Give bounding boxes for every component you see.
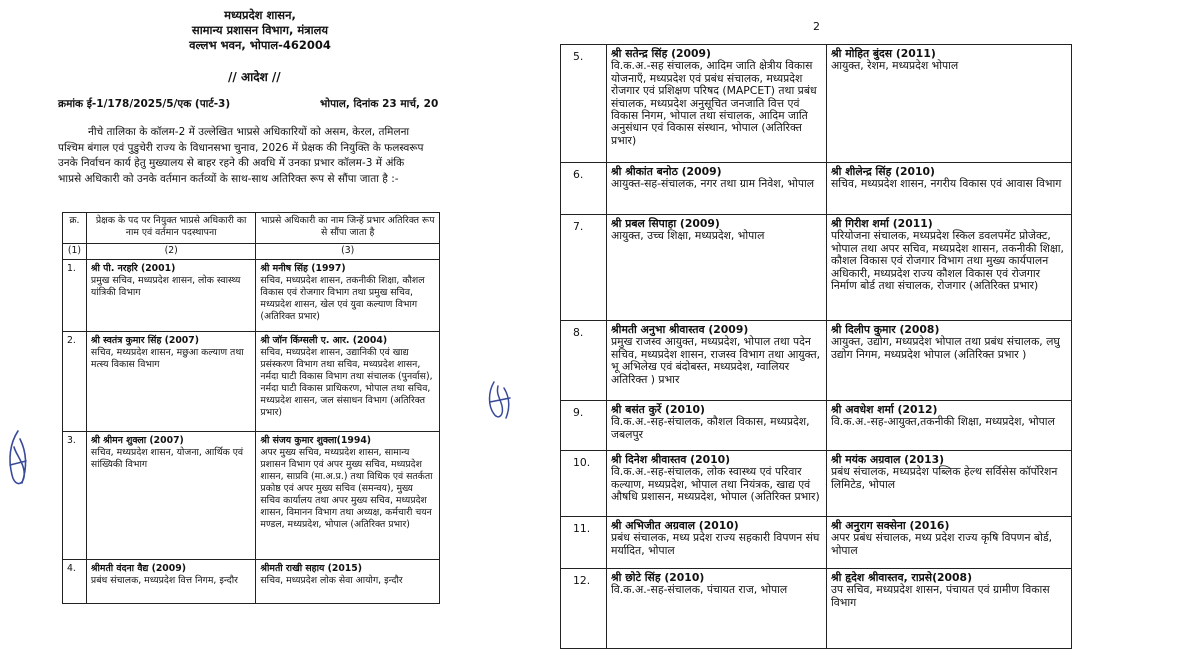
document-page-2 bbox=[470, 0, 1200, 650]
row-serial: 8. bbox=[561, 321, 607, 401]
paragraph-line: नीचे तालिका के कॉलम-2 में उल्लेखित भाप्रसे अधिकारियों को असम, केरल, तमिलना bbox=[88, 126, 410, 138]
charge-officer-name: श्री अवधेश शर्मा (2012) bbox=[831, 403, 938, 416]
charge-cell bbox=[827, 215, 1072, 321]
charge-officer-name: श्री संजय कुमार शुक्ला(1994) bbox=[260, 435, 372, 446]
paragraph-line: पश्चिम बंगाल एवं पुडुचेरी राज्य के विधानसभा चुनाव, 2026 में प्रेक्षक की नियुक्ति के फलस्वरूप bbox=[58, 141, 424, 154]
table-row bbox=[561, 401, 1072, 451]
order-paragraph bbox=[58, 125, 440, 187]
observer-name: श्रीमती वंदना वैद्य (2009) bbox=[90, 563, 186, 574]
charge-officer-name: श्री मयंक अग्रवाल (2013) bbox=[831, 453, 945, 466]
observer-post: सचिव, मध्यप्रदेश शासन, मछुआ कल्याण तथा मत्स्य विकास विभाग bbox=[90, 347, 244, 370]
observer-name: श्री सतेन्द्र सिंह (2009) bbox=[611, 47, 711, 60]
assignment-table-page-2 bbox=[560, 44, 1072, 649]
observer-post: वि.क.अ.-सह संचालक, आदिम जाति क्षेत्रीय विकास योजनाएँ, मध्यप्रदेश एवं प्रबंध संचालक, मध्यप्रदेश रोजगार एवं प्रशिक्षण परिषद (MAPCET) तथा प्रबंध संचालक, मध्यप्रदेश अनुसूचित जनजाति वित्त एवं विकास निगम, भोपाल तथा संचालक, आदिम जाति अनुसंधान एवं विकास संस्थान, भोपाल (अतिरिक्त प्रभार) bbox=[611, 59, 817, 147]
column-number: (1) bbox=[63, 244, 87, 260]
observer-name: श्री दिनेश श्रीवास्तव (2010) bbox=[611, 453, 731, 466]
observer-post: सचिव, मध्यप्रदेश शासन, योजना, आर्थिक एवं सांख्यिकी विभाग bbox=[90, 447, 244, 470]
row-serial: 12. bbox=[561, 569, 607, 649]
charge-officer-post: प्रबंध संचालक, मध्यप्रदेश पब्लिक हेल्थ सर्विसेस कॉर्पोरेशन लिमिटेड, भोपाल bbox=[831, 465, 1058, 491]
table-row bbox=[561, 517, 1072, 569]
column-header-sn: क्र. bbox=[63, 213, 87, 244]
charge-cell bbox=[827, 401, 1072, 451]
observer-name: श्री अभिजीत अग्रवाल (2010) bbox=[611, 519, 739, 532]
charge-cell bbox=[827, 517, 1072, 569]
charge-officer-post: अपर मुख्य सचिव, मध्यप्रदेश शासन, सामान्य प्रशासन विभाग एवं अपर मुख्य सचिव, मध्यप्रदेश शासन, साप्रवि (मा.अ.प्र.) तथा विधिक एवं सतर्कता प्रकोष्ठ एवं अपर मुख्य सचिव (समन्वय), मुख्य सचिव कार्यालय तथा अपर मुख्य सचिव, मध्यप्रदेश शासन, विमानन विभाग तथा अध्यक्ष, कर्मचारी चयन मण्डल, मध्यप्रदेश, भोपाल (अतिरिक्त प्रभार) bbox=[260, 447, 433, 530]
charge-officer-name: श्री मनीष सिंह (1997) bbox=[260, 263, 346, 274]
charge-officer-name: श्री मोहित बुंदस (2011) bbox=[831, 47, 936, 60]
assignment-table-page-1 bbox=[62, 212, 440, 604]
charge-officer-post: वि.क.अ.-सह-आयुक्त,तकनीकी शिक्षा, मध्यप्रदेश, भोपाल bbox=[831, 415, 1055, 429]
charge-officer-post: उप सचिव, मध्यप्रदेश शासन, पंचायत एवं ग्रामीण विकास विभाग bbox=[831, 583, 1050, 609]
charge-officer-post: परियोजना संचालक, मध्यप्रदेश स्किल डवलपमेंट प्रोजेक्ट, भोपाल तथा अपर सचिव, मध्यप्रदेश शासन, तकनीकी शिक्षा, कौशल विकास एवं रोजगार विभाग तथा मुख्य कार्यपालन अधिकारी, मध्यप्रदेश राज्य कौशल विकास एवं रोजगार निर्माण बोर्ड तथा संचालक, रोजगार (अतिरिक्त प्रभार) bbox=[831, 229, 1064, 293]
charge-officer-name: श्री गिरीश शर्मा (2011) bbox=[831, 217, 933, 230]
observer-post: आयुक्त, उच्च शिक्षा, मध्यप्रदेश, भोपाल bbox=[611, 229, 765, 243]
column-number-row bbox=[63, 244, 440, 260]
observer-cell bbox=[86, 432, 255, 560]
row-serial: 7. bbox=[561, 215, 607, 321]
table-row bbox=[63, 260, 440, 332]
paragraph-line: भाप्रसे अधिकारी को उनके वर्तमान कर्तव्यों के साथ-साथ अतिरिक्त रूप से सौंपा जाता है :- bbox=[58, 172, 399, 185]
observer-cell bbox=[607, 517, 827, 569]
letterhead-line: वल्लभ भवन, भोपाल-462004 bbox=[189, 38, 331, 52]
row-serial: 1. bbox=[63, 260, 87, 332]
paragraph-line: उनके निर्वाचन कार्य हेतु मुख्यालय से बाहर रहने की अवधि में उनका प्रभार कॉलम-3 में अंकि bbox=[58, 157, 405, 169]
table-row bbox=[561, 321, 1072, 401]
observer-name: श्री पी. नरहरि (2001) bbox=[90, 263, 176, 274]
row-serial: 5. bbox=[561, 45, 607, 163]
order-reference: क्रमांक ई-1/178/2025/5/एक (पार्ट-3) bbox=[58, 98, 231, 110]
observer-name: श्री श्रीकांत बनोठ (2009) bbox=[611, 165, 722, 178]
charge-cell bbox=[256, 432, 440, 560]
table-row bbox=[63, 560, 440, 604]
table-row bbox=[561, 215, 1072, 321]
table-row bbox=[63, 432, 440, 560]
table-row bbox=[561, 163, 1072, 215]
observer-post: वि.क.अ.-सह-संचालक, लोक स्वास्थ्य एवं परिवार कल्याण, मध्यप्रदेश, भोपाल तथा नियंत्रक, खाद्य एवं औषधि प्रशासन, मध्यप्रदेश, भोपाल (अतिरिक्त प्रभार) bbox=[611, 465, 820, 504]
observer-post: प्रमुख राजस्व आयुक्त, मध्यप्रदेश, भोपाल तथा पदेन सचिव, मध्यप्रदेश शासन, राजस्व विभाग तथा आयुक्त, भू अभिलेख एवं बंदोबस्त, मध्यप्रदेश, ग्वालियर अतिरिक्त ) प्रभार bbox=[611, 335, 821, 386]
observer-name: श्री श्रीमन शुक्ला (2007) bbox=[90, 435, 184, 446]
charge-cell bbox=[827, 569, 1072, 649]
observer-name: श्रीमती अनुभा श्रीवास्तव (2009) bbox=[611, 323, 749, 336]
charge-cell bbox=[827, 451, 1072, 517]
observer-post: प्रमुख सचिव, मध्यप्रदेश शासन, लोक स्वास्थ्य यांत्रिकी विभाग bbox=[90, 275, 241, 298]
charge-officer-post: अपर प्रबंध संचालक, मध्य प्रदेश राज्य कृषि विपणन बोर्ड, भोपाल bbox=[831, 531, 1053, 557]
document-page-1 bbox=[0, 0, 440, 650]
observer-post: वि.क.अ.-सह-संचालक, पंचायत राज, भोपाल bbox=[611, 583, 788, 597]
letterhead-line: सामान्य प्रशासन विभाग, मंत्रालय bbox=[191, 23, 329, 37]
row-serial: 9. bbox=[561, 401, 607, 451]
row-serial: 4. bbox=[63, 560, 87, 604]
observer-post: प्रबंध संचालक, मध्यप्रदेश वित्त निगम, इन्दौर bbox=[90, 575, 238, 586]
charge-officer-post: सचिव, मध्यप्रदेश शासन, तकनीकी शिक्षा, कौशल विकास एवं रोजगार विभाग तथा प्रमुख सचिव, मध्यप्रदेश शासन, खेल एवं युवा कल्याण विभाग (अतिरिक्त प्रभार) bbox=[260, 275, 425, 322]
observer-cell bbox=[607, 45, 827, 163]
signature-initials-mark bbox=[2, 425, 34, 495]
charge-officer-name: श्री शीलेन्द्र सिंह (2010) bbox=[831, 165, 935, 178]
charge-cell bbox=[827, 321, 1072, 401]
charge-cell bbox=[827, 163, 1072, 215]
row-serial: 2. bbox=[63, 332, 87, 432]
order-title: // आदेश // bbox=[228, 70, 281, 84]
order-date: भोपाल, दिनांक 23 मार्च, 20 bbox=[320, 98, 439, 110]
observer-cell bbox=[607, 163, 827, 215]
charge-cell bbox=[827, 45, 1072, 163]
column-number: (2) bbox=[86, 244, 255, 260]
observer-name: श्री स्वतंत्र कुमार सिंह (2007) bbox=[90, 335, 199, 346]
table-row bbox=[63, 332, 440, 432]
observer-cell bbox=[86, 332, 255, 432]
charge-officer-post: सचिव, मध्यप्रदेश लोक सेवा आयोग, इन्दौर bbox=[260, 575, 403, 586]
table-row bbox=[561, 569, 1072, 649]
row-serial: 6. bbox=[561, 163, 607, 215]
observer-cell bbox=[607, 401, 827, 451]
observer-cell bbox=[607, 321, 827, 401]
charge-officer-name: श्रीमती राखी सहाय (2015) bbox=[260, 563, 362, 574]
observer-post: वि.क.अ.-सह-संचालक, कौशल विकास, मध्यप्रदेश, जबलपुर bbox=[611, 415, 810, 441]
row-serial: 10. bbox=[561, 451, 607, 517]
page-number: 2 bbox=[813, 20, 820, 33]
observer-name: श्री छोटे सिंह (2010) bbox=[611, 571, 705, 584]
observer-cell bbox=[86, 560, 255, 604]
table-header-row bbox=[63, 213, 440, 244]
observer-cell bbox=[607, 451, 827, 517]
charge-cell bbox=[256, 260, 440, 332]
charge-officer-name: श्री दिलीप कुमार (2008) bbox=[831, 323, 940, 336]
charge-officer-post: आयुक्त, उद्योग, मध्यप्रदेश भोपाल तथा प्रबंध संचालक, लघु उद्योग निगम, मध्यप्रदेश भोपाल (अतिरिक्त प्रभार ) bbox=[831, 335, 1060, 361]
charge-cell bbox=[256, 332, 440, 432]
observer-post: प्रबंध संचालक, मध्य प्रदेश राज्य सहकारी विपणन संघ मर्यादित, भोपाल bbox=[611, 531, 820, 557]
charge-officer-name: श्री जॉन किंग्सली ए. आर. (2004) bbox=[260, 335, 388, 346]
observer-name: श्री प्रबल सिपाहा (2009) bbox=[611, 217, 720, 230]
charge-officer-name: श्री अनुराग सक्सेना (2016) bbox=[831, 519, 950, 532]
observer-cell bbox=[86, 260, 255, 332]
charge-officer-post: आयुक्त, रेशम, मध्यप्रदेश भोपाल bbox=[831, 59, 959, 73]
observer-name: श्री बसंत कुर्रे (2010) bbox=[611, 403, 705, 416]
observer-cell bbox=[607, 215, 827, 321]
letterhead-line: मध्यप्रदेश शासन, bbox=[224, 8, 296, 22]
row-serial: 11. bbox=[561, 517, 607, 569]
column-header-observer: प्रेक्षक के पद पर नियुक्त भाप्रसे अधिकारी का नाम एवं वर्तमान पदस्थापना bbox=[86, 213, 255, 244]
observer-cell bbox=[607, 569, 827, 649]
charge-officer-name: श्री हृदेश श्रीवास्तव, राप्रसे(2008) bbox=[831, 571, 973, 584]
column-number: (3) bbox=[256, 244, 440, 260]
letterhead bbox=[150, 8, 370, 53]
charge-cell bbox=[256, 560, 440, 604]
column-header-charge: भाप्रसे अधिकारी का नाम जिन्हें प्रभार अतिरिक्त रूप से सौंपा जाता है bbox=[256, 213, 440, 244]
table-row bbox=[561, 451, 1072, 517]
row-serial: 3. bbox=[63, 432, 87, 560]
observer-post: आयुक्त-सह-संचालक, नगर तथा ग्राम निवेश, भोपाल bbox=[611, 177, 815, 191]
charge-officer-post: सचिव, मध्यप्रदेश शासन, उद्यानिकी एवं खाद्य प्रसंस्करण विभाग तथा सचिव, मध्यप्रदेश शासन, नर्मदा घाटी विकास विभाग तथा संचालक (पुनर्वास), नर्मदा घाटी विकास प्राधिकरण, भोपाल तथा सचिव, मध्यप्रदेश शासन, जल संसाधन विभाग (अतिरिक्त प्रभार) bbox=[260, 347, 433, 418]
table-row bbox=[561, 45, 1072, 163]
charge-officer-post: सचिव, मध्यप्रदेश शासन, नगरीय विकास एवं आवास विभाग bbox=[831, 177, 1062, 191]
signature-initials-mark bbox=[484, 378, 518, 422]
